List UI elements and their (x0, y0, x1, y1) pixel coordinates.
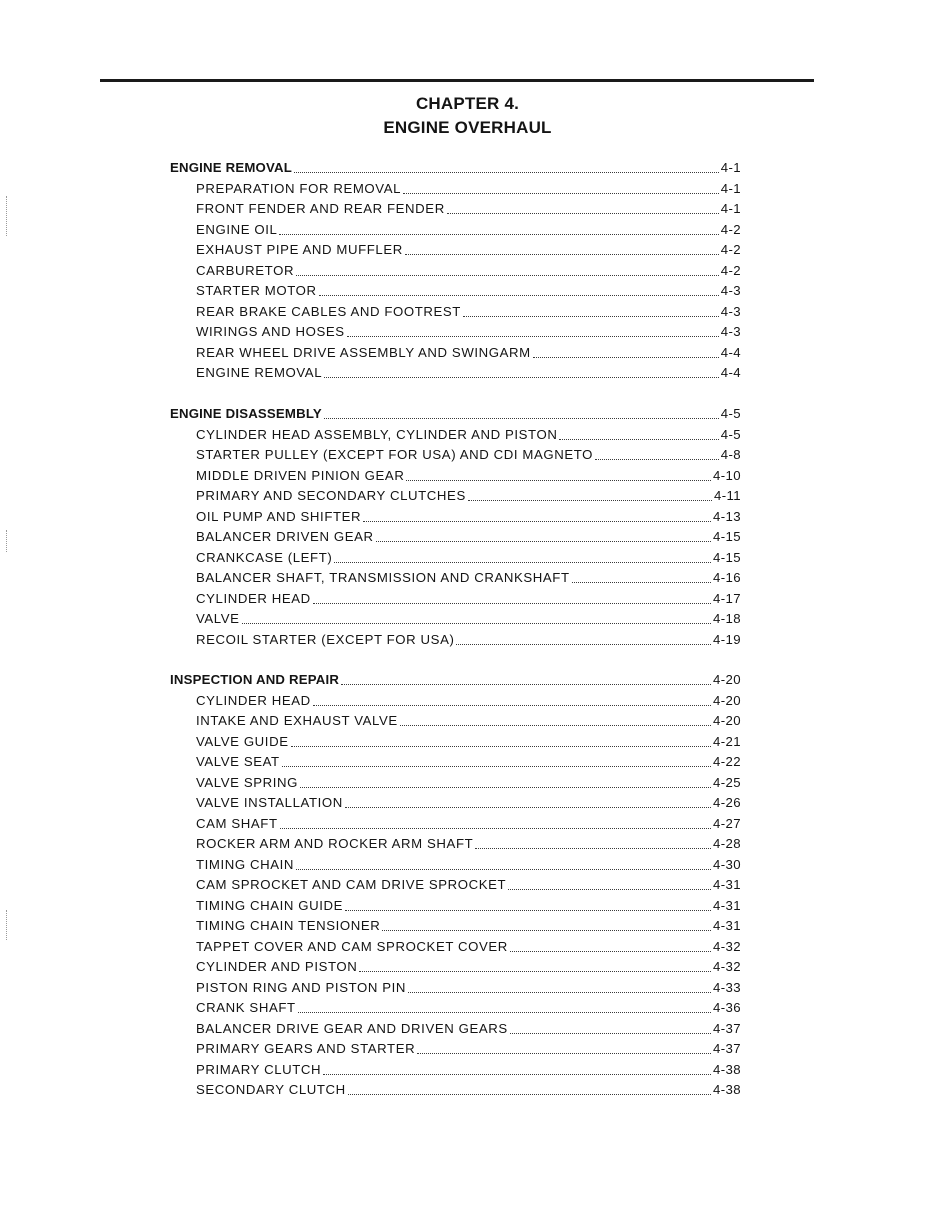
dot-leader (300, 775, 711, 788)
toc-entry (196, 180, 741, 198)
toc-entry (196, 753, 741, 771)
toc-entry (196, 262, 741, 280)
toc-page-number: 4-13 (713, 508, 741, 524)
toc-entry (196, 528, 741, 546)
margin-scan-marks (6, 530, 9, 552)
toc-page-number: 4-31 (713, 918, 741, 933)
toc-entry (196, 467, 741, 485)
toc-entry (196, 1061, 741, 1079)
margin-scan-marks (6, 196, 9, 236)
dot-leader (403, 181, 719, 194)
dot-leader (324, 365, 719, 378)
toc-page-number: 4-16 (713, 570, 741, 585)
dot-leader (294, 160, 719, 173)
toc-entry-title: FRONT FENDER AND REAR FENDER (196, 201, 445, 216)
toc-page-number: 4-28 (713, 836, 741, 851)
toc-entry (196, 282, 741, 300)
toc-entry-title: BALANCER DRIVE GEAR AND DRIVEN GEARS (196, 1020, 508, 1036)
dot-leader (363, 509, 711, 522)
dot-leader (291, 734, 711, 747)
dot-leader (348, 1082, 711, 1095)
toc-page-number: 4-19 (713, 631, 741, 647)
dot-leader (508, 877, 711, 890)
toc-page-number: 4-20 (713, 672, 741, 687)
toc-page-number: 4-20 (713, 692, 741, 708)
dot-leader (382, 918, 711, 931)
dot-leader (345, 898, 711, 911)
toc-entry-title: CAM SHAFT (196, 815, 278, 831)
toc-page-number: 4-33 (713, 979, 741, 995)
toc-entry-title: VALVE SEAT (196, 754, 280, 769)
toc-entry (196, 487, 741, 505)
toc-entry (196, 712, 741, 730)
toc-page-number: 4-38 (713, 1061, 741, 1077)
toc-entry-title: CYLINDER HEAD (196, 692, 311, 708)
toc-section-entry (170, 405, 741, 423)
dot-leader (559, 427, 718, 440)
toc-entry-title: CYLINDER HEAD ASSEMBLY, CYLINDER AND PISTON (196, 426, 558, 442)
toc-entry-title: PISTON RING AND PISTON PIN (196, 979, 407, 995)
toc-entry (196, 610, 741, 628)
toc-entry-title: STARTER PULLEY (EXCEPT FOR USA) AND CDI MAGNETO (196, 447, 594, 462)
toc-entry-title: ENGINE OIL (196, 221, 278, 237)
dot-leader (400, 713, 711, 726)
toc-entry (196, 241, 741, 259)
toc-page-number: 4-37 (713, 1041, 741, 1056)
toc-entry-title: TIMING CHAIN (196, 856, 295, 872)
toc-page-number: 4-8 (720, 447, 741, 462)
toc-entry (196, 692, 741, 710)
toc-entry (196, 774, 741, 792)
dot-leader (463, 304, 719, 317)
toc-entry (196, 815, 741, 833)
toc-entry (196, 835, 741, 853)
toc-page-number: 4-36 (713, 1000, 741, 1015)
toc-entry-title: INTAKE AND EXHAUST VALVE (196, 713, 398, 728)
header-rule (100, 79, 814, 82)
dot-leader (376, 529, 711, 542)
toc-section-entry (170, 671, 741, 689)
toc-page-number: 4-5 (720, 406, 741, 421)
toc-page-number: 4-2 (720, 242, 741, 257)
toc-entry (196, 917, 741, 935)
toc-entry-title: REAR BRAKE CABLES AND FOOTREST (196, 303, 461, 319)
dot-leader (572, 570, 711, 583)
toc-page-number: 4-30 (713, 856, 741, 872)
toc-entry-title: PRIMARY GEARS AND STARTER (196, 1041, 416, 1056)
toc-entry (196, 958, 741, 976)
toc-entry (196, 590, 741, 608)
toc-page-number: 4-21 (713, 733, 741, 749)
toc-entry (196, 856, 741, 874)
toc-page-number: 4-15 (713, 529, 741, 544)
toc-page-number: 4-4 (720, 365, 741, 380)
toc-page-number: 4-2 (720, 221, 741, 237)
dot-leader (323, 1062, 711, 1075)
toc-section-title: ENGINE REMOVAL (170, 160, 292, 175)
toc-entry-title: CAM SPROCKET AND CAM DRIVE SPROCKET (196, 877, 507, 892)
toc-entry (196, 426, 741, 444)
dot-leader (296, 263, 719, 276)
toc-entry (196, 364, 741, 382)
toc-entry (196, 221, 741, 239)
dot-leader (359, 959, 711, 972)
toc-entry-title: TAPPET COVER AND CAM SPROCKET COVER (196, 938, 508, 954)
toc-entry-title: STARTER MOTOR (196, 283, 317, 298)
toc-entry (196, 569, 741, 587)
toc-entry (196, 1020, 741, 1038)
chapter-number: CHAPTER 4. (415, 94, 520, 113)
toc-entry (196, 897, 741, 915)
toc-section-title: ENGINE DISASSEMBLY (170, 406, 322, 421)
toc-entry (196, 938, 741, 956)
toc-page-number: 4-4 (720, 344, 741, 360)
dot-leader (242, 611, 711, 624)
toc-page-number: 4-1 (720, 160, 741, 175)
toc-page-number: 4-38 (713, 1082, 741, 1097)
toc-entry-title: EXHAUST PIPE AND MUFFLER (196, 242, 403, 257)
toc-entry-title: VALVE SPRING (196, 774, 298, 790)
toc-entry-title: VALVE GUIDE (196, 733, 289, 749)
toc-entry-title: OIL PUMP AND SHIFTER (196, 508, 362, 524)
toc-entry-title: ENGINE REMOVAL (196, 365, 323, 380)
toc-entry (196, 999, 741, 1017)
dot-leader (341, 672, 711, 685)
toc-entry-title: PRIMARY CLUTCH (196, 1061, 322, 1077)
toc-page-number: 4-32 (713, 959, 741, 974)
dot-leader (296, 857, 711, 870)
toc-page-number: 4-37 (713, 1020, 741, 1036)
toc-entry (196, 508, 741, 526)
toc-entry-title: SECONDARY CLUTCH (196, 1082, 346, 1097)
toc-entry-title: PRIMARY AND SECONDARY CLUTCHES (196, 488, 466, 503)
toc-entry (196, 446, 741, 464)
toc-section-entry (170, 159, 741, 177)
dot-leader (298, 1000, 711, 1013)
toc-entry-title: ROCKER ARM AND ROCKER ARM SHAFT (196, 836, 474, 851)
toc-entry-title: BALANCER SHAFT, TRANSMISSION AND CRANKSHAFT (196, 570, 570, 585)
toc-entry-title: VALVE INSTALLATION (196, 795, 343, 810)
toc-entry (196, 631, 741, 649)
dot-leader (347, 324, 719, 337)
toc-page-number: 4-17 (713, 590, 741, 606)
dot-leader (313, 693, 711, 706)
toc-page-number: 4-22 (713, 754, 741, 769)
toc-page-number: 4-15 (713, 549, 741, 565)
toc-entry (196, 979, 741, 997)
toc-entry-title: CARBURETOR (196, 262, 295, 278)
toc-entry-title: RECOIL STARTER (EXCEPT FOR USA) (196, 631, 455, 647)
toc-page-number: 4-1 (720, 180, 741, 196)
toc-entry (196, 344, 741, 362)
dot-leader (595, 447, 719, 460)
dot-leader (447, 201, 719, 214)
dot-leader (313, 591, 711, 604)
toc-entry-title: CYLINDER AND PISTON (196, 959, 358, 974)
chapter-title: ENGINE OVERHAUL (383, 118, 552, 137)
toc-entry-title: TIMING CHAIN TENSIONER (196, 918, 381, 933)
toc-entry-title: CRANKCASE (LEFT) (196, 549, 333, 565)
toc-page-number: 4-18 (713, 611, 741, 626)
toc-entry-title: REAR WHEEL DRIVE ASSEMBLY AND SWINGARM (196, 344, 531, 360)
toc-entry (196, 733, 741, 751)
toc-page-number: 4-3 (720, 324, 741, 339)
dot-leader (405, 242, 719, 255)
dot-leader (510, 939, 711, 952)
dot-leader (456, 632, 711, 645)
toc-page-number: 4-11 (713, 488, 741, 503)
toc-entry-title: PREPARATION FOR REMOVAL (196, 180, 402, 196)
toc-page-number: 4-26 (713, 795, 741, 810)
toc-entry-title: CRANK SHAFT (196, 1000, 296, 1015)
dot-leader (345, 795, 711, 808)
dot-leader (282, 754, 711, 767)
dot-leader (510, 1021, 711, 1034)
dot-leader (408, 980, 711, 993)
dot-leader (468, 488, 712, 501)
toc-entry-title: CYLINDER HEAD (196, 590, 311, 606)
toc-entry-title: TIMING CHAIN GUIDE (196, 897, 344, 913)
dot-leader (417, 1041, 711, 1054)
toc-entry (196, 323, 741, 341)
toc-page-number: 4-31 (713, 897, 741, 913)
toc-entry (196, 794, 741, 812)
toc-entry (196, 1040, 741, 1058)
dot-leader (280, 816, 711, 829)
toc-entry (196, 303, 741, 321)
toc-page-number: 4-31 (713, 877, 741, 892)
toc-page-number: 4-5 (720, 426, 741, 442)
toc-page-number: 4-1 (720, 201, 741, 216)
toc-entry (196, 549, 741, 567)
toc-entry (196, 876, 741, 894)
dot-leader (533, 345, 719, 358)
dot-leader (475, 836, 711, 849)
toc-page-number: 4-10 (713, 467, 741, 483)
toc-page-number: 4-3 (720, 303, 741, 319)
dot-leader (279, 222, 718, 235)
dot-leader (334, 550, 711, 563)
toc-page-number: 4-3 (720, 283, 741, 298)
toc-entry-title: MIDDLE DRIVEN PINION GEAR (196, 467, 405, 483)
toc-entry (196, 200, 741, 218)
toc-page-number: 4-27 (713, 815, 741, 831)
toc-page-number: 4-2 (720, 262, 741, 278)
toc-entry-title: BALANCER DRIVEN GEAR (196, 529, 374, 544)
toc-section-title: INSPECTION AND REPAIR (170, 672, 340, 687)
toc-entry-title: WIRINGS AND HOSES (196, 324, 345, 339)
dot-leader (406, 468, 711, 481)
toc-entry-title: VALVE (196, 611, 240, 626)
toc-entry (196, 1081, 741, 1099)
dot-leader (324, 406, 719, 419)
dot-leader (319, 283, 719, 296)
toc-page-number: 4-20 (713, 713, 741, 728)
toc-page-number: 4-25 (713, 774, 741, 790)
margin-scan-marks (6, 910, 9, 940)
toc-page-number: 4-32 (713, 938, 741, 954)
